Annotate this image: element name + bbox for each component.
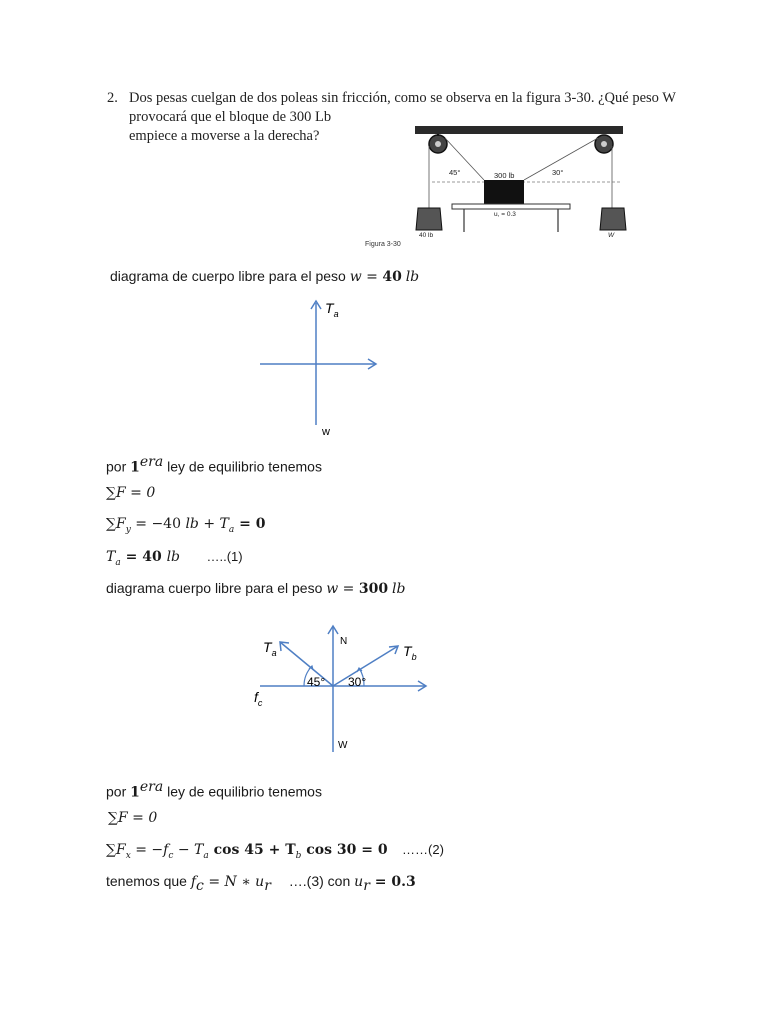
eq-sumFy: $\sum F_y = -40$ lb + $T_a = 0$ bbox=[106, 516, 266, 535]
fig-mu-label: u, = 0.3 bbox=[494, 211, 516, 218]
fbd2-label-N: N bbox=[340, 636, 348, 647]
fbd2-label-W: W bbox=[338, 740, 348, 751]
fig-angle-right: 30° bbox=[552, 168, 564, 177]
fbd2-angle-left: 45° bbox=[307, 675, 326, 689]
figure-3-30 bbox=[360, 120, 640, 252]
eq-fc: tenemos que $f_c = N$ ∗ $u_r$ ….(3) con $u_r = 0.3$ bbox=[106, 873, 416, 894]
fbd1-heading: diagrama de cuerpo libre para el peso w = 40 lb bbox=[110, 268, 420, 285]
table bbox=[452, 204, 570, 209]
fig-right-weight-label: W bbox=[608, 232, 615, 239]
fig-left-weight-label: 40 lb bbox=[419, 232, 434, 239]
fig-angle-left: 45° bbox=[449, 168, 461, 177]
fbd1-diagram bbox=[250, 295, 390, 440]
right-weight bbox=[600, 208, 626, 230]
fig-caption: Figura 3-30 bbox=[365, 241, 401, 248]
problem-number: 2. bbox=[107, 90, 118, 106]
fbd2-label-Tb: $T_b$ bbox=[403, 643, 417, 662]
problem-line-2: provocará que el bloque de 300 Lb bbox=[129, 109, 332, 125]
problem-line-1: Dos pesas cuelgan de dos poleas sin fricción, como se observa en la figura 3-30. ¿Qué peso W bbox=[129, 90, 676, 106]
block-300lb bbox=[484, 180, 524, 204]
fbd1-label-Ta: $T_a$ bbox=[325, 300, 339, 319]
problem-line-3: empiece a moverse a la derecha? bbox=[129, 128, 320, 144]
fbd1-label-w: w bbox=[322, 426, 330, 438]
eq-sumFx: $\sum F_x = -f_c - T_a$ $\cos 45 + T_b$ cos 30 = 0 ……(2) bbox=[106, 842, 444, 861]
law-line-1: por $1^{era}$ ley de equilibrio tenemos bbox=[106, 454, 322, 476]
fig-block-label: 300 lb bbox=[494, 171, 515, 180]
left-weight bbox=[416, 208, 442, 230]
eq-sumF-2: ∑F = 0 bbox=[108, 810, 158, 826]
fbd2-label-Ta: $T_a$ bbox=[263, 639, 277, 658]
ceiling-beam bbox=[415, 126, 623, 134]
law-line-2: por $1^{era}$ ley de equilibrio tenemos bbox=[106, 779, 322, 801]
fbd2-angle-right: 30° bbox=[348, 675, 367, 689]
eq-Ta: $T_a = 40$ lb …..(1) bbox=[106, 549, 243, 568]
fbd2-label-fc: $f_c$ bbox=[254, 689, 263, 708]
eq-sumF-1: ∑F = 0 bbox=[106, 485, 156, 501]
fbd2-diagram bbox=[240, 620, 440, 760]
fbd2-heading: diagrama cuerpo libre para el peso w = 300 lb bbox=[106, 580, 406, 597]
